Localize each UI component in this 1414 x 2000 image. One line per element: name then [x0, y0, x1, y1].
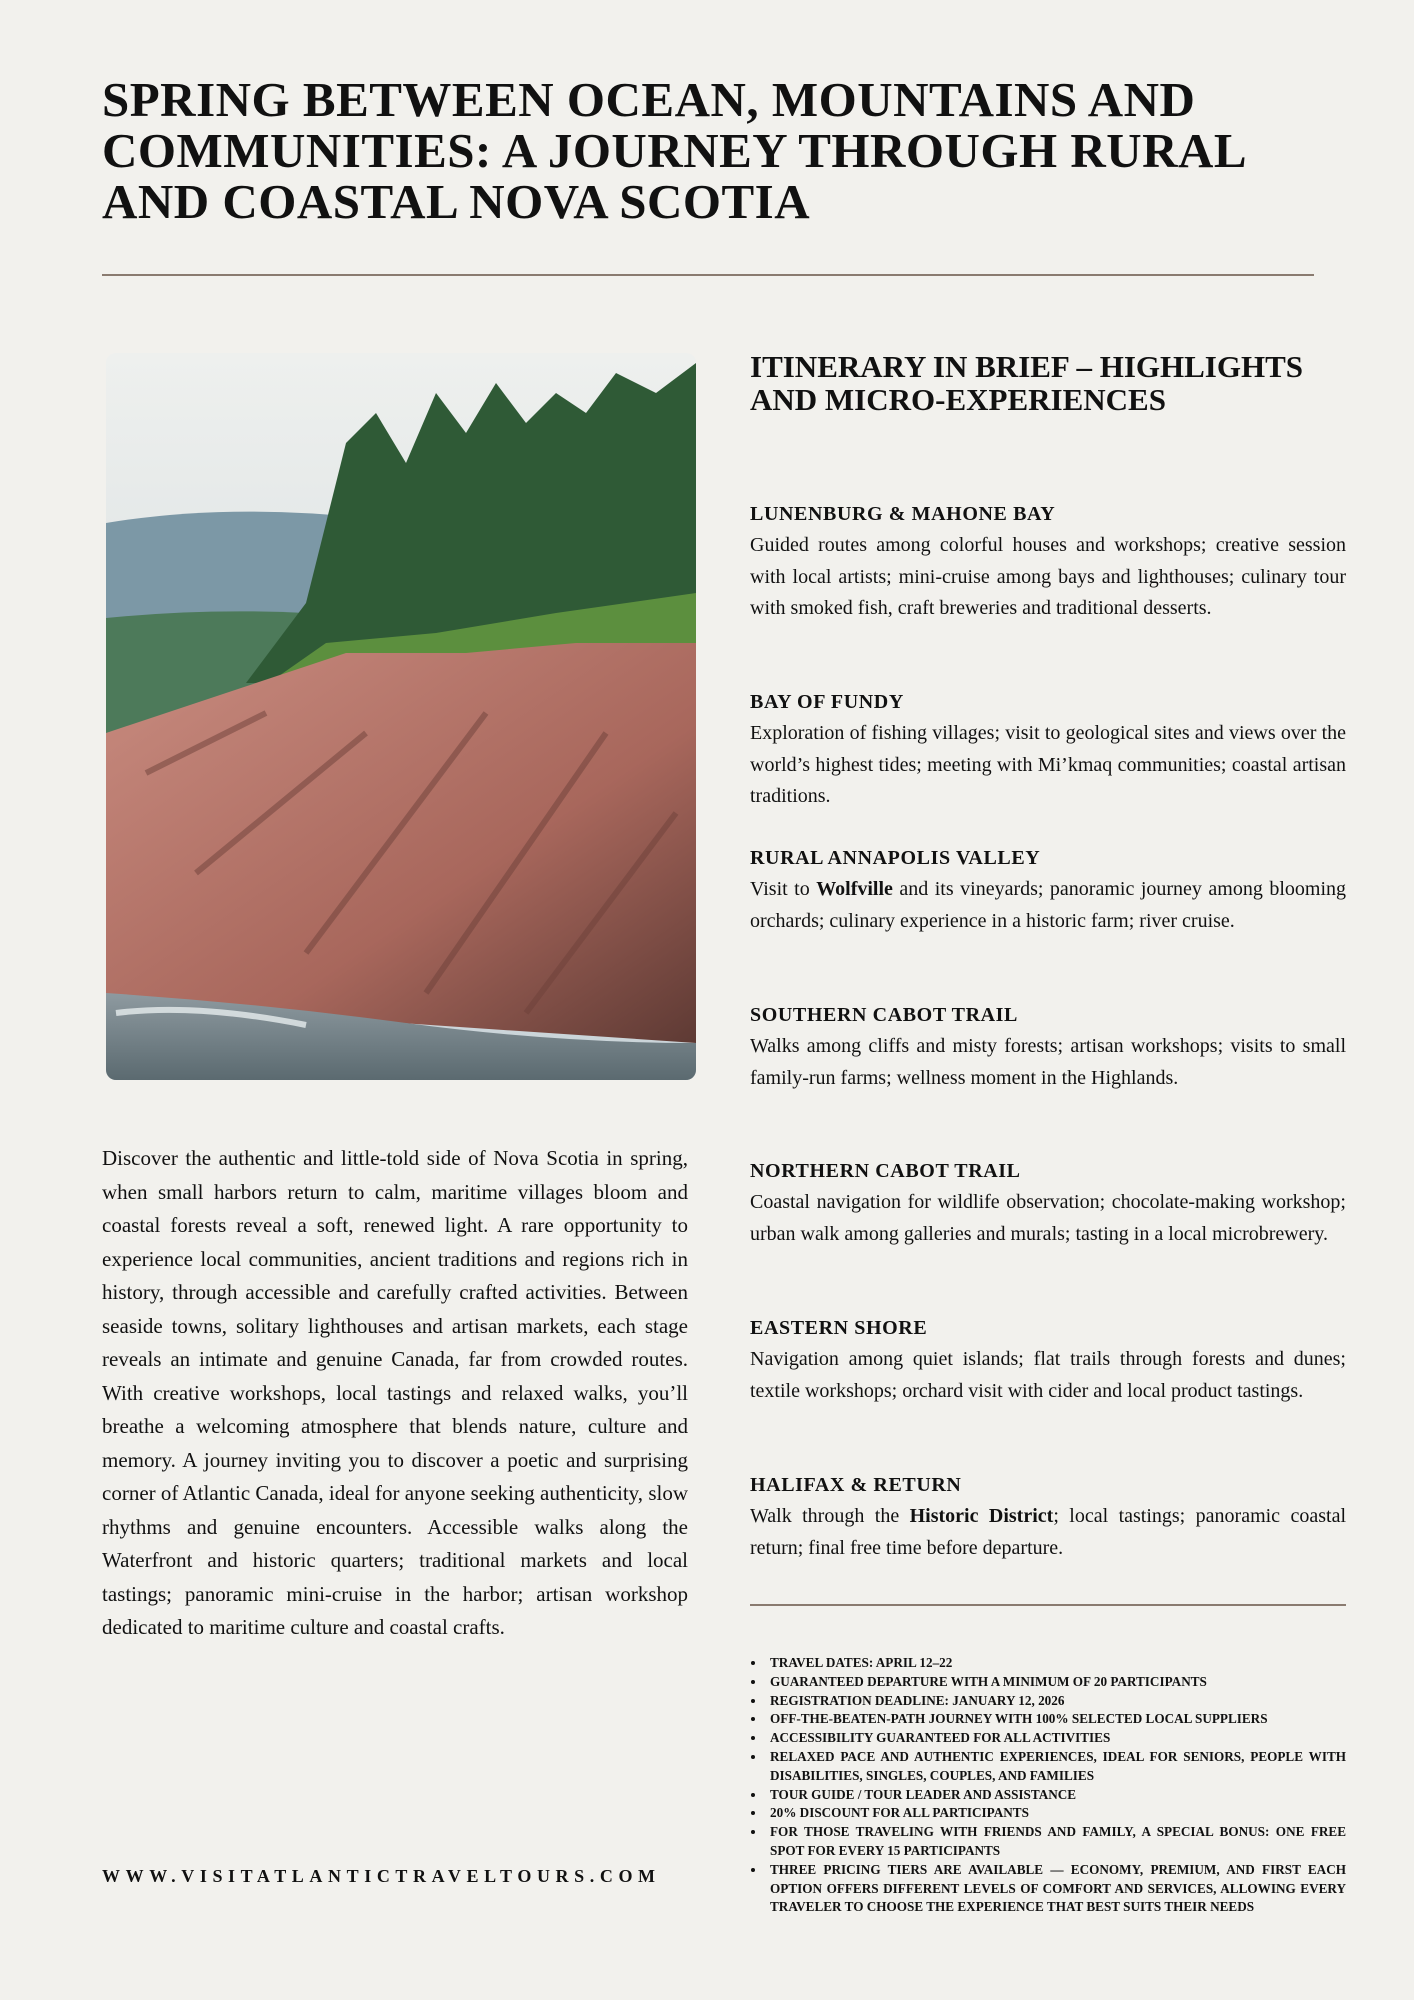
section-text — [750, 1501, 1346, 1564]
text-part: Walk through the — [750, 1505, 910, 1527]
itinerary-heading: ITINERARY IN BRIEF – HIGHLIGHTS AND MICRO-EXPERIENCES — [750, 349, 1304, 417]
section-text: Walks among cliffs and misty forests; artisan workshops; visits to small family-run farms; wellness moment in the Highlands. — [750, 1035, 1346, 1089]
detail-item: • TOUR GUIDE / TOUR LEADER AND ASSISTANCE — [766, 1786, 1346, 1805]
place-name: Historic District — [909, 1505, 1054, 1527]
section-text: Coastal navigation for wildlife observation; chocolate-making workshop; urban walk among galleries and murals; tasting in a local microbrewery. — [750, 1191, 1346, 1245]
section-title: HALIFAX & RETURN — [750, 1474, 962, 1496]
section-text: Navigation among quiet islands; flat trails through forests and dunes; textile workshops; orchard visit with cider and local product tastings. — [750, 1348, 1346, 1402]
text-part: ; local tastings; panoramic coastal return; final free time before departure. — [750, 1505, 1347, 1559]
title-divider — [102, 274, 1314, 276]
section-title: SOUTHERN CABOT TRAIL — [750, 1004, 1018, 1026]
place-name: Wolfville — [816, 878, 893, 900]
itinerary-section — [750, 502, 1346, 625]
itinerary-section — [750, 1316, 1346, 1407]
text-part: and its vineyards; panoramic journey among blooming orchards; culinary experience in a historic farm; river cruise. — [750, 878, 1346, 932]
detail-item: • FOR THOSE TRAVELING WITH FRIENDS AND FAMILY, A SPECIAL BONUS: ONE FREE SPOT FOR EVERY 15 PARTICIPANTS — [766, 1823, 1346, 1861]
section-title: BAY OF FUNDY — [750, 691, 904, 713]
detail-item: • ACCESSIBILITY GUARANTEED FOR ALL ACTIVITIES — [766, 1729, 1346, 1748]
itinerary-section — [750, 690, 1346, 813]
page-title: SPRING BETWEEN OCEAN, MOUNTAINS AND COMMUNITIES: A JOURNEY THROUGH RURAL AND COASTAL NOVA SCOTIA — [102, 72, 1245, 229]
itinerary-section — [750, 1159, 1346, 1250]
section-text — [750, 874, 1346, 937]
itinerary-section — [750, 846, 1346, 937]
detail-item: • RELAXED PACE AND AUTHENTIC EXPERIENCES, IDEAL FOR SENIORS, PEOPLE WITH DISABILITIES, SINGLES, COUPLES, AND FAMILIES — [766, 1748, 1346, 1786]
section-text: Guided routes among colorful houses and workshops; creative session with local artists; mini-cruise among bays and lighthouses; culinary tour with smoked fish, craft breweries and traditional desserts. — [750, 534, 1346, 619]
detail-item: • 20% DISCOUNT FOR ALL PARTICIPANTS — [766, 1804, 1346, 1823]
itinerary-section — [750, 1473, 1346, 1564]
section-title: NORTHERN CABOT TRAIL — [750, 1160, 1021, 1182]
detail-item: • THREE PRICING TIERS ARE AVAILABLE — ECONOMY, PREMIUM, AND FIRST EACH OPTION OFFERS DIFFERENT LEVELS OF COMFORT AND SERVICES, ALLOWING EVERY TRAVELER TO CHOOSE THE EXPERIENCE THAT BEST SUITS THEIR NEEDS — [766, 1861, 1346, 1917]
itinerary-section — [750, 1003, 1346, 1094]
trip-details-list — [750, 1654, 1346, 1917]
details-divider — [750, 1604, 1346, 1606]
intro-paragraph: Discover the authentic and little-told side of Nova Scotia in spring, when small harbors return to calm, maritime villages bloom and coastal forests reveal a soft, renewed light. A rare opportunity to experience local communities, ancient traditions and regions rich in history, through accessible and carefully crafted activities. Between seaside towns, solitary lighthouses and artisan markets, each stage reveals an intimate and genuine Canada, far from crowded routes. With creative workshops, local tastings and relaxed walks, you’ll breathe a welcoming atmosphere that blends nature, culture and memory. A journey inviting you to discover a poetic and surprising corner of Atlantic Canada, ideal for anyone seeking authenticity, slow rhythms and genuine encounters. Accessible walks along the Waterfront and historic quarters; traditional markets and local tastings; panoramic mini-cruise in the harbor; artisan workshop dedicated to maritime culture and coastal crafts. — [102, 1146, 688, 1639]
section-title: RURAL ANNAPOLIS VALLEY — [750, 847, 1041, 869]
section-title: EASTERN SHORE — [750, 1317, 928, 1339]
detail-item: • REGISTRATION DEADLINE: JANUARY 12, 2026 — [766, 1692, 1346, 1711]
detail-item: • TRAVEL DATES: APRIL 12–22 — [766, 1654, 1346, 1673]
coastal-cliff-photo — [106, 353, 696, 1080]
website-link[interactable]: WWW.VISITATLANTICTRAVELTOURS.COM — [102, 1866, 661, 1886]
detail-item: • GUARANTEED DEPARTURE WITH A MINIMUM OF 20 PARTICIPANTS — [766, 1673, 1346, 1692]
section-title: LUNENBURG & MAHONE BAY — [750, 503, 1056, 525]
section-text: Exploration of fishing villages; visit to geological sites and views over the world’s highest tides; meeting with Mi’kmaq communities; coastal artisan traditions. — [750, 722, 1346, 807]
text-part: Visit to — [750, 878, 817, 900]
detail-item: • OFF-THE-BEATEN-PATH JOURNEY WITH 100% SELECTED LOCAL SUPPLIERS — [766, 1710, 1346, 1729]
